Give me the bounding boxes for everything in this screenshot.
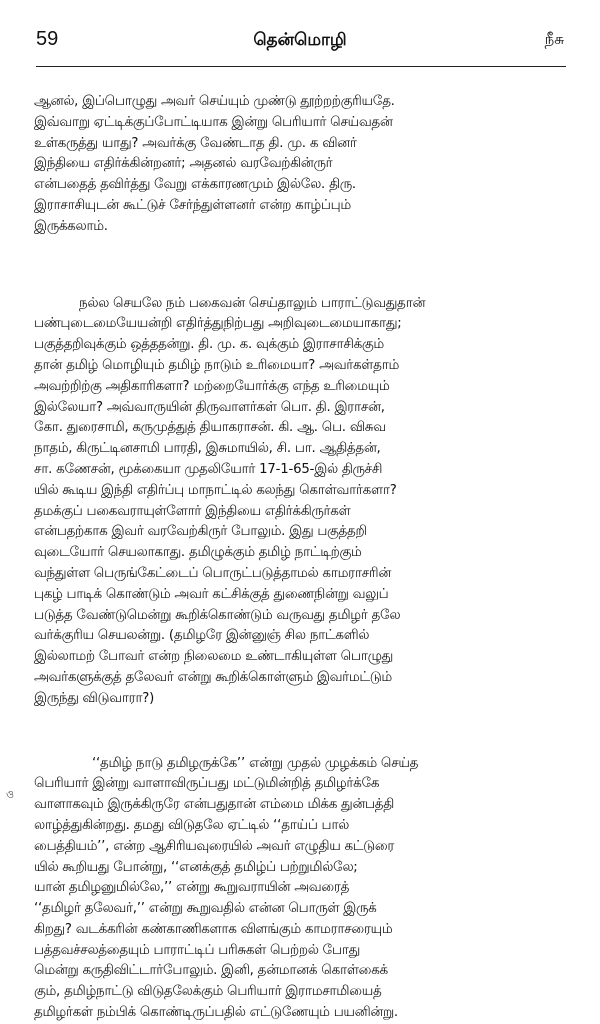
text-line: இல்லாமற் போவர் என்ற நிலைமை உண்டாகியுள்ள பொழுது bbox=[34, 649, 393, 665]
header-rule bbox=[36, 66, 566, 67]
text-line: வுடையோர் செயலாகாது. தமிழுக்கும் தமிழ் நாட்டிற்கும் bbox=[34, 545, 362, 561]
text-line: யில் கூடிய இந்தி எதிர்ப்பு மாநாட்டில் கலந்து கொள்வார்களா? bbox=[34, 482, 397, 498]
text-line: யான் தமிழனுமில்லே,’’ என்று கூறுவராயின் அவரைத் bbox=[34, 880, 350, 896]
text-line: கோ. துரைசாமி, கருமுத்துத் தியாகராசன். கி. ஆ. பெ. விசுவ bbox=[34, 420, 386, 436]
text-line: பைத்தியம்’’, என்ற ஆசிரியவுரையில் அவர் எழுதிய கட்டுரை bbox=[34, 838, 395, 854]
paragraph-gap bbox=[34, 710, 570, 754]
text-line: இவ்வாறு ஏட்டிக்குப்போட்டியாக இன்று பெரியார் செய்வதன் bbox=[34, 114, 393, 130]
paragraph-1 bbox=[34, 92, 570, 238]
text-line: மென்று கருதிவிட்டார்போலும். இனி, தன்மானக் கொள்கைக் bbox=[34, 963, 388, 979]
text-line: புகழ் பாடிக் கொண்டும் அவர் கட்சிக்குத் துணைநின்று வலுப் bbox=[34, 586, 389, 602]
running-title: தென்மொழி bbox=[253, 30, 347, 50]
page-header bbox=[36, 28, 564, 58]
margin-mark: ও bbox=[6, 788, 15, 801]
text-line: இருக்கலாம். bbox=[34, 218, 108, 234]
text-line: பெரியார் இன்று வாளாவிருப்பது மட்டுமின்றித் தமிழர்க்கே bbox=[34, 776, 380, 792]
text-line: படுத்த வேண்டுமென்று கூறிக்கொண்டும் வருவது தமிழர் தலே bbox=[34, 607, 401, 623]
text-line: பகுத்தறிவுக்கும் ஒத்ததன்று. தி. மு. க. வுக்கும் இராசாசிக்கும் bbox=[34, 337, 384, 353]
text-line: வர்க்குரிய செயலன்று. (தமிழரே இன்னுஞ் சில நாட்களில் bbox=[34, 628, 370, 644]
page-number: 59 bbox=[36, 28, 59, 50]
header-mark: நீசு bbox=[544, 30, 564, 48]
text-line: அவர்களுக்குத் தலேவர் என்று கூறிக்கொள்ளும் இவர்மட்டும் bbox=[34, 669, 392, 685]
text-line: அவற்றிற்கு அதிகாரிகளா? மற்றையோர்க்கு எந்த உரிமையும் bbox=[34, 378, 390, 394]
text-line: பண்புடைமையேயன்றி எதிர்த்துநிற்பது அறிவுடைமையாகாது; bbox=[34, 316, 402, 332]
paragraph-3 bbox=[34, 754, 570, 1024]
paragraph-gap bbox=[34, 238, 570, 294]
text-line: நாதம், கிருட்டினசாமி பாரதி, இசுமாயில், சி. பா. ஆதித்தன், bbox=[34, 441, 381, 457]
text-line: நல்ல செயலே நம் பகைவன் செய்தாலும் பாராட்டுவதுதான் bbox=[79, 295, 426, 311]
text-line: இந்தியை எதிர்க்கின்றனர்; அதனல் வரவேற்கின்ருர் bbox=[34, 156, 333, 172]
text-line: ஆனல், இப்பொழுது அவர் செய்யும் முண்டு தூற்றற்குரியதே. bbox=[34, 94, 395, 109]
text-line: கிறது? வடக்கரின் கண்காணிகளாக விளங்கும் காமராசரையும் bbox=[34, 921, 393, 937]
text-line: ‘‘தமிழர் தலேவர்,’’ என்று கூறுவதில் என்ன பொருள் இருக் bbox=[34, 901, 377, 917]
paragraph-2 bbox=[34, 294, 570, 710]
text-line: சா. கணேசன், மூக்கையா முதலியோர் 17-1-65-இல் திருச்சி bbox=[34, 461, 383, 477]
text-line: வாளாகவும் இருக்கிருரே என்பதுதான் எம்மை மிக்க துன்பத்தி bbox=[34, 797, 394, 813]
text-line: என்பதைத் தவிர்த்து வேறு எக்காரணமும் இல்லே. திரு. bbox=[34, 177, 356, 193]
text-line: என்பதற்காக இவர் வரவேற்கிருர் போலும். இது பகுத்தறி bbox=[34, 524, 367, 540]
text-line: இல்லேயா? அவ்வாருயின் திருவாளர்கள் பொ. தி. இராசன், bbox=[34, 399, 385, 415]
text-line: இருந்து விடுவாரா?) bbox=[34, 690, 155, 706]
text-line: தமக்குப் பகைவராயுள்ளோர் இந்தியை எதிர்க்கிருர்கள் bbox=[34, 503, 351, 519]
body-text bbox=[34, 92, 570, 1024]
text-line: ‘‘தமிழ் நாடு தமிழருக்கே’’ என்று முதல் முழக்கம் செய்த bbox=[92, 755, 419, 771]
text-line: தமிழர்கள் நம்பிக் கொண்டிருப்பதில் எட்டுணேயும் பயனின்று. bbox=[34, 1005, 398, 1021]
text-line: தான் தமிழ் மொழியும் தமிழ் நாடும் உரிமையா? அவர்கள்தாம் bbox=[34, 357, 399, 373]
text-line: பத்தவச்சலத்தையும் பாராட்டிப் பரிசுகள் பெற்றல் போது bbox=[34, 942, 360, 958]
text-line: உள்கருத்து யாது? அவர்க்கு வேண்டாத தி. மு. க வினர் bbox=[34, 135, 357, 151]
text-line: யில் கூறியது போன்று, ‘‘எனக்குத் தமிழ்ப் பற்றுமில்லே; bbox=[34, 859, 358, 875]
text-line: லாழ்த்துகின்றது. தமது விடுதலே ஏட்டில் ‘‘தாய்ப் பால் bbox=[34, 817, 350, 833]
text-line: கும், தமிழ்நாட்டு விடுதலேக்கும் பெரியார் இராமசாமியைத் bbox=[34, 984, 382, 1000]
text-line: இராசாசியுடன் கூட்டுச் சேர்ந்துள்ளனர் என்ற காழ்ப்பும் bbox=[34, 197, 351, 213]
text-line: வந்துள்ள பெருங்கேட்டைப் பொருட்படுத்தாமல் காமராசரின் bbox=[34, 565, 391, 581]
